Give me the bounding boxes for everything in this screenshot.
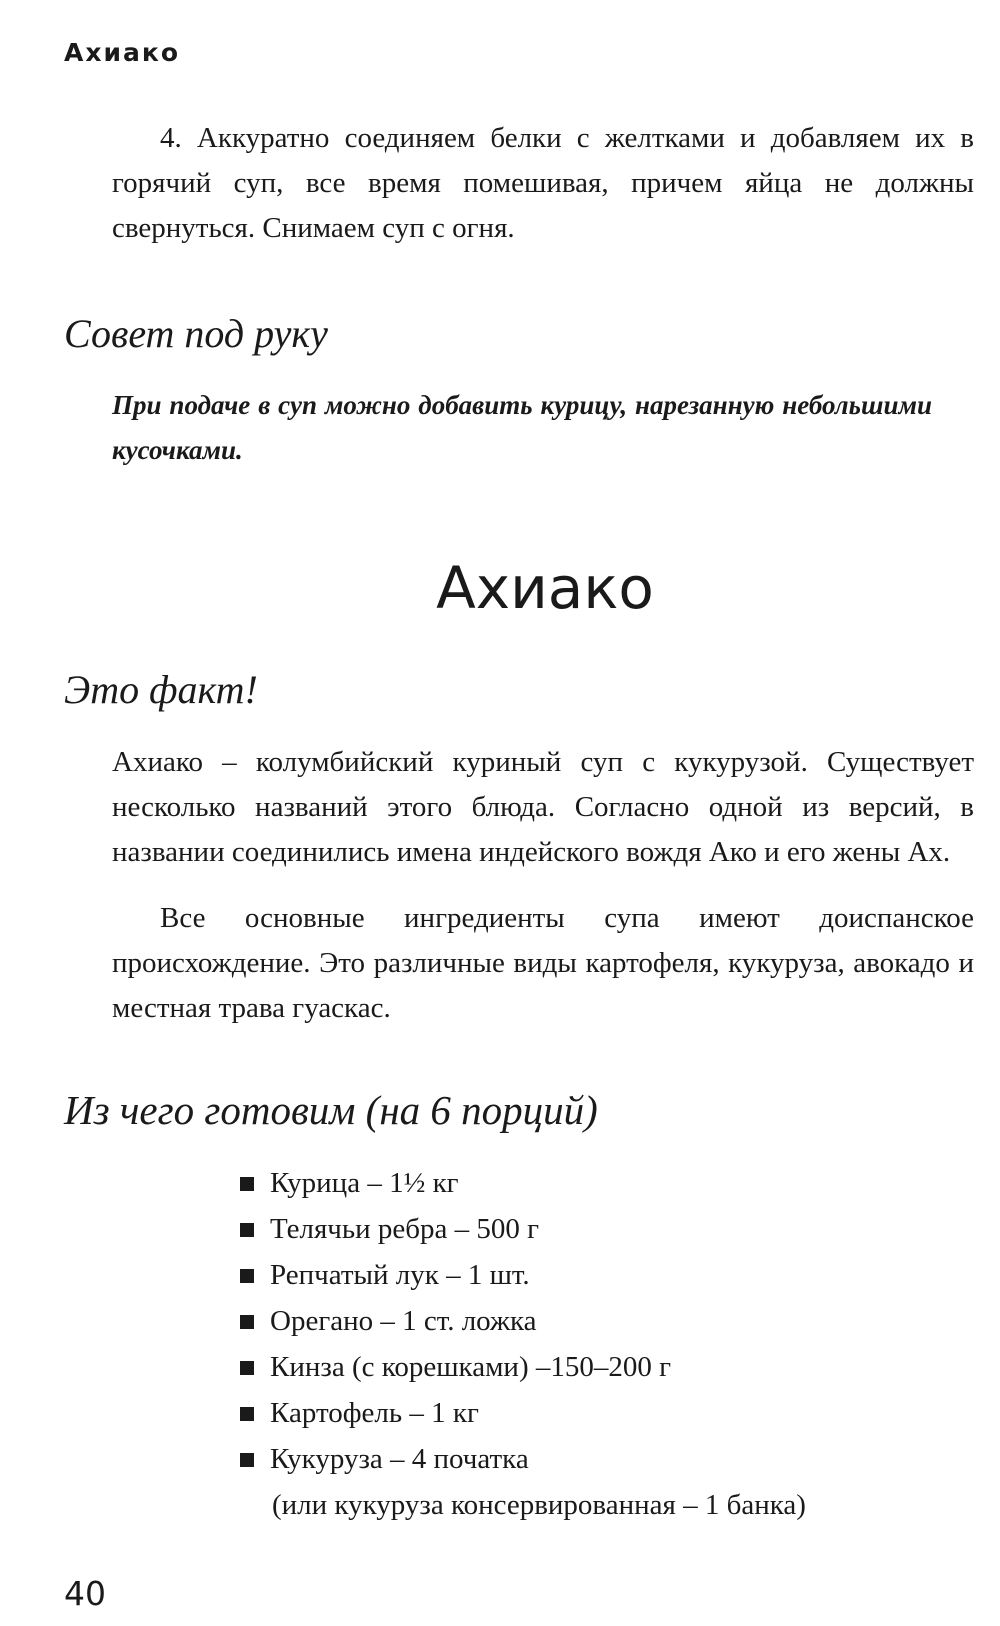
ingredients-list xyxy=(240,1160,671,1482)
ingredient-note: (или кукуруза консервированная – 1 банка) xyxy=(272,1489,806,1521)
square-bullet-icon xyxy=(240,1315,254,1329)
ingredient-text: Репчатый лук – 1 шт. xyxy=(270,1259,530,1291)
ingredients-heading: Из чего готовим (на 6 порций) xyxy=(64,1087,598,1133)
square-bullet-icon xyxy=(240,1453,254,1467)
recipe-title: Ахиако xyxy=(436,554,654,622)
page-number: 40 xyxy=(64,1574,106,1613)
ingredient-item xyxy=(240,1160,671,1206)
ingredient-item xyxy=(240,1390,671,1436)
ingredient-item xyxy=(240,1206,671,1252)
ingredient-text: Телячьи ребра – 500 г xyxy=(270,1213,540,1245)
ingredient-item xyxy=(240,1252,671,1298)
square-bullet-icon xyxy=(240,1223,254,1237)
square-bullet-icon xyxy=(240,1407,254,1421)
ingredient-text: Картофель – 1 кг xyxy=(270,1397,479,1429)
ingredient-text: Курица – 1½ кг xyxy=(270,1167,459,1199)
ingredient-item xyxy=(240,1436,671,1482)
tip-heading: Совет под руку xyxy=(64,311,328,356)
tip-text: При подаче в суп можно добавить курицу, нарезанную небольшими кусочками. xyxy=(112,390,932,465)
ingredient-text: Кукуруза – 4 початка xyxy=(270,1443,529,1475)
fact-paragraph-2: Все основные ингредиенты супа имеют доиспанское происхождение. Это различные виды картофеля, кукуруза, авокадо и местная трава гуаскас. xyxy=(112,902,974,1024)
ingredient-text: Кинза (с корешками) –150–200 г xyxy=(270,1351,672,1383)
square-bullet-icon xyxy=(240,1177,254,1191)
square-bullet-icon xyxy=(240,1269,254,1283)
running-head: Ахиако xyxy=(64,38,181,67)
ingredient-item xyxy=(240,1298,671,1344)
ingredient-text: Орегано – 1 ст. ложка xyxy=(270,1305,537,1337)
step-4-text: 4. Аккуратно соединяем белки с желтками и добавляем их в горячий суп, все время помешивая, причем яйца не должны свернуться. Снимаем суп с огня. xyxy=(112,122,974,244)
ingredient-item xyxy=(240,1344,671,1390)
fact-heading: Это факт! xyxy=(64,667,258,712)
fact-paragraph-1: Ахиако – колумбийский куриный суп с кукурузой. Существует несколько названий этого блюда. Согласно одной из версий, в названии соединились имена индейского вождя Ако и его жены Ах. xyxy=(112,746,974,868)
square-bullet-icon xyxy=(240,1361,254,1375)
